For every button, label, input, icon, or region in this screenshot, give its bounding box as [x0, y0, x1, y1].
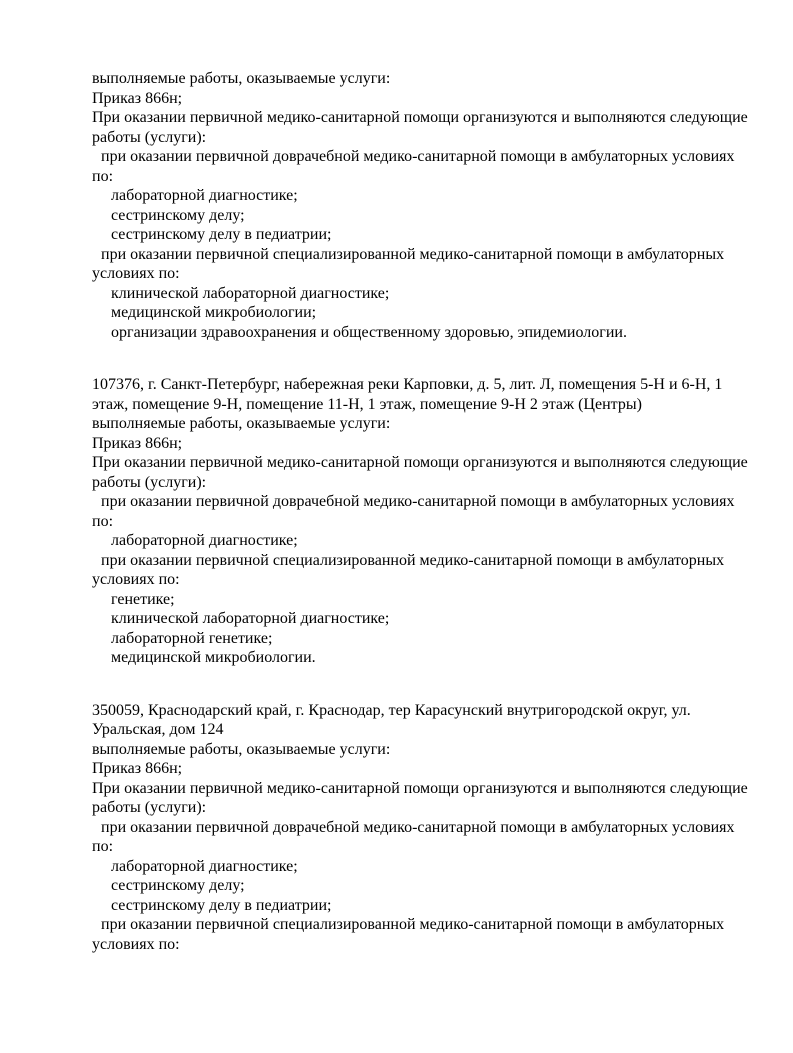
document-line: При оказании первичной медико-санитарной помощи организуются и выполняются следующие [92, 779, 748, 797]
document-line: сестринскому делу; [111, 877, 245, 894]
document-line: лабораторной диагностике; [111, 857, 298, 875]
document-line: при оказании первичной доврачебной медико-санитарной помощи в амбулаторных условиях [101, 818, 735, 836]
document-line: условиях по: [92, 265, 180, 282]
document-line: Приказ 866н; [92, 760, 183, 777]
document-line: медицинской микробиологии; [111, 304, 317, 321]
address-block-spb [92, 375, 748, 668]
document-line: выполняемые работы, оказываемые услуги: [92, 740, 391, 758]
document-line: Приказ 866н; [92, 89, 183, 107]
document-line: организации здравоохранения и общественному здоровью, эпидемиологии. [111, 323, 627, 341]
document-line: При оказании первичной медико-санитарной помощи организуются и выполняются следующие [92, 109, 748, 126]
document-line: выполняемые работы, оказываемые услуги: [92, 415, 391, 432]
document-line: при оказании первичной доврачебной медико-санитарной помощи в амбулаторных условиях [101, 493, 735, 510]
document-line: 107376, г. Санкт-Петербург, набережная реки Карповки, д. 5, лит. Л, помещения 5-Н и 6-Н, 1 [92, 376, 723, 393]
document-line: при оказании первичной специализированной медико-санитарной помощи в амбулаторных [101, 551, 725, 569]
document-line: выполняемые работы, оказываемые услуги: [92, 70, 391, 87]
document-line: по: [92, 838, 114, 855]
document-line: при оказании первичной доврачебной медико-санитарной помощи в амбулаторных условиях [101, 148, 735, 165]
document-line: лабораторной диагностике; [111, 532, 298, 549]
document-line: сестринскому делу в педиатрии; [111, 896, 332, 914]
address-block-krasnodar [92, 701, 748, 955]
document-line: сестринскому делу в педиатрии; [111, 226, 332, 243]
document-line: работы (услуги): [92, 128, 207, 146]
document-line: медицинской микробиологии. [111, 649, 316, 666]
document-line: сестринскому делу; [111, 206, 245, 224]
document-line: условиях по: [92, 935, 180, 953]
document-line: 350059, Краснодарский край, г. Краснодар, тер Карасунский внутригородской округ, ул. [92, 701, 691, 719]
document-line: при оказании первичной специализированной медико-санитарной помощи в амбулаторных [101, 245, 725, 263]
document-line: работы (услуги): [92, 799, 207, 816]
document-line: при оказании первичной специализированной медико-санитарной помощи в амбулаторных [101, 916, 725, 933]
document-line: генетике; [111, 590, 175, 608]
document-line: клинической лабораторной диагностике; [111, 284, 390, 302]
document-line: по: [92, 512, 114, 530]
document-line: клинической лабораторной диагностике; [111, 610, 390, 627]
document-line: по: [92, 167, 114, 185]
document-line: Приказ 866н; [92, 434, 183, 452]
document-line: Уральская, дом 124 [92, 721, 224, 738]
document-line: этаж, помещение 9-Н, помещение 11-Н, 1 этаж, помещение 9-Н 2 этаж (Центры) [92, 395, 642, 413]
document-line: лабораторной диагностике; [111, 187, 298, 204]
document-line: лабораторной генетике; [111, 629, 273, 647]
services-block-1 [92, 69, 748, 342]
document-line: При оказании первичной медико-санитарной помощи организуются и выполняются следующие [92, 454, 748, 471]
document-line: работы (услуги): [92, 473, 207, 491]
document-line: условиях по: [92, 571, 180, 588]
